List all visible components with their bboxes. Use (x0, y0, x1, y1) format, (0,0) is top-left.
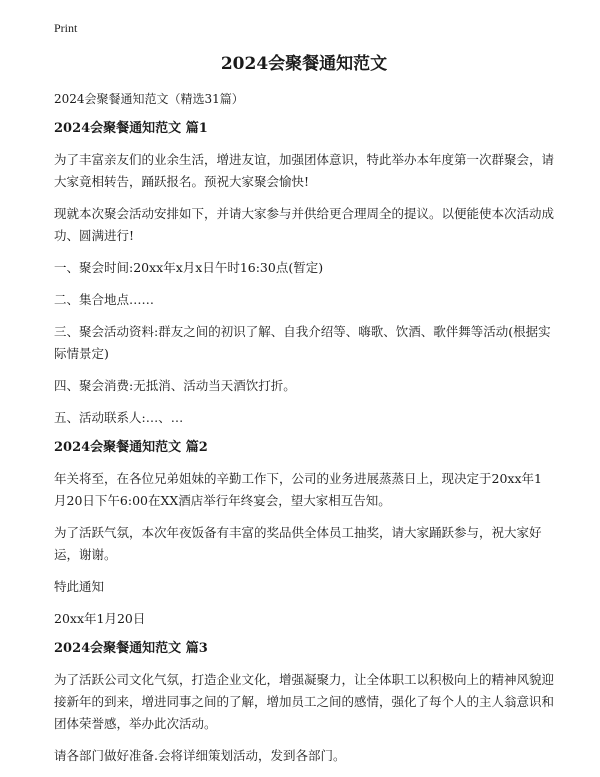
paragraph: 请各部门做好准备.会将详细策划活动，发到各部门。 (54, 748, 346, 763)
print-link[interactable]: Print (54, 21, 78, 35)
paragraph: 为了活跃公司文化气氛，打造企业文化，增强凝聚力，让全体职工以积极向上的精神风貌迎接新年的到来，增进同事之间的了解，增加员工之间的感情，强化了每个人的主人翁意识和团体荣誉感，举办此次活动。 (54, 672, 555, 731)
paragraph: 五、活动联系人:…、… (54, 410, 184, 425)
paragraph: 年关将至，在各位兄弟姐妹的辛勤工作下，公司的业务进展蒸蒸日上，现决定于20xx年1月20日下午6:00在XX酒店举行年终宴会，望大家相互告知。 (54, 471, 542, 508)
paragraph: 为了丰富亲友们的业余生活，增进友谊，加强团体意识，特此举办本年度第一次群聚会，请大家竟相转告，踊跃报名。预祝大家聚会愉快! (54, 152, 555, 189)
document (54, 52, 554, 777)
paragraph: 一、聚会时间:20xx年x月x日午时16:30点(暂定) (54, 260, 324, 275)
paragraph: 为了活跃气氛，本次年夜饭备有丰富的奖品供全体员工抽奖，请大家踊跃参与，祝大家好运，谢谢。 (54, 525, 542, 562)
paragraph: 特此通知 (54, 579, 105, 594)
paragraph: 现就本次聚会活动安排如下，并请大家参与并供给更合理周全的提议。以便能使本次活动成功、圆满进行! (54, 206, 555, 243)
paragraph: 三、聚会活动资料:群友之间的初识了解、自我介绍等、嗨歌、饮酒、歌伴舞等活动(根据实际情景定) (54, 324, 551, 361)
page-title: 2024会聚餐通知范文 (220, 54, 388, 74)
section-heading: 2024会聚餐通知范文 篇1 (54, 121, 208, 136)
section-heading: 2024会聚餐通知范文 篇3 (54, 641, 208, 656)
paragraph: 20xx年1月20日 (54, 611, 146, 626)
document-subtitle: 2024会聚餐通知范文（精选31篇） (54, 92, 244, 106)
paragraph: 二、集合地点…… (54, 292, 155, 307)
section-heading: 2024会聚餐通知范文 篇2 (54, 440, 208, 455)
paragraph: 四、聚会消费:无抵消、活动当天酒饮打折。 (54, 378, 296, 393)
